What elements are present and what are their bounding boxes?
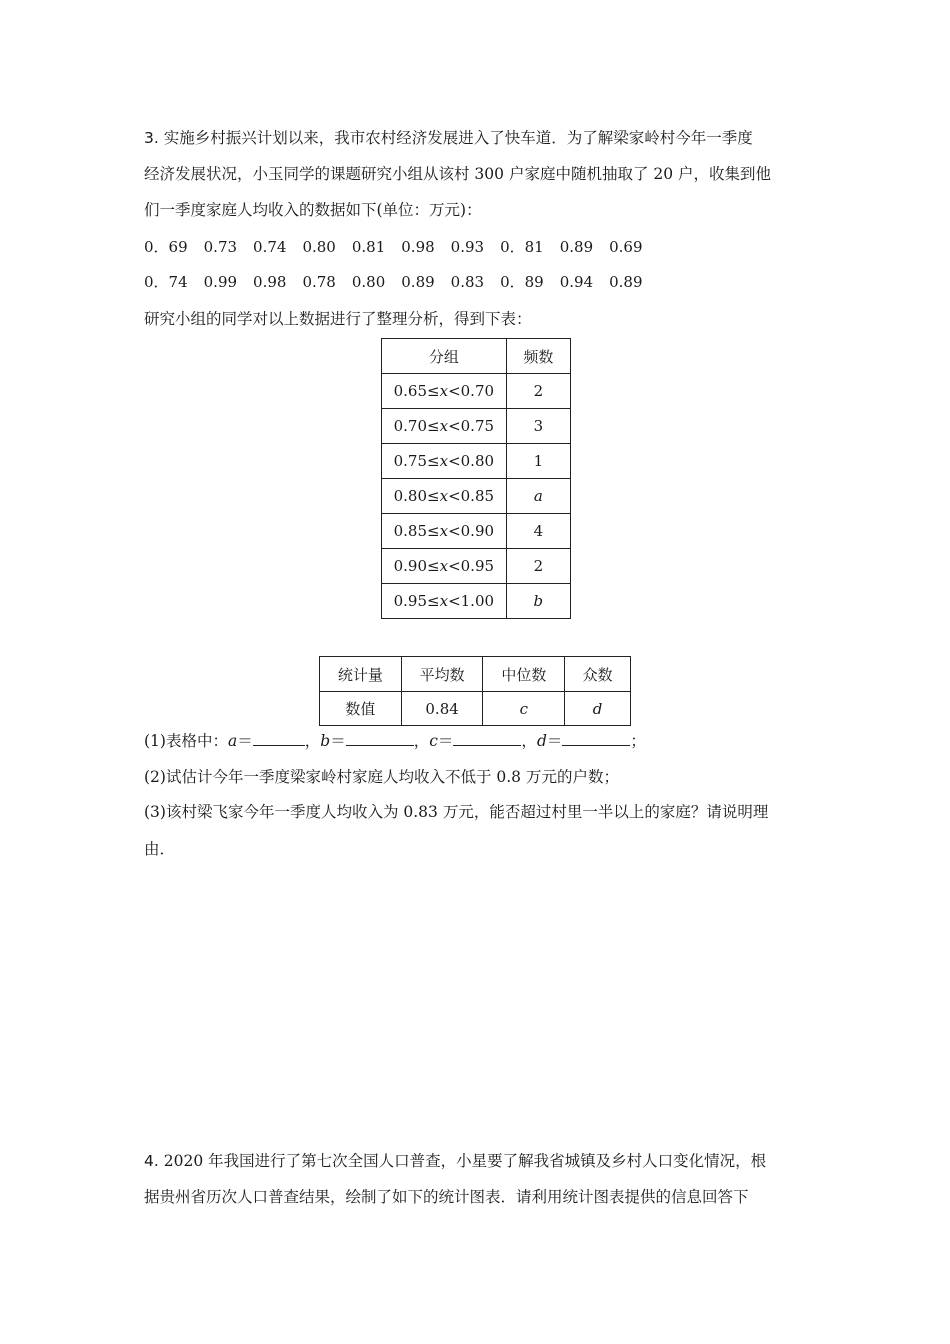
data-value: 0.69 (609, 238, 643, 256)
sub1-eq-d: ＝ (546, 732, 563, 750)
freq-group-cell: 0.90≤x<0.95 (382, 549, 507, 584)
blank-d[interactable] (562, 731, 630, 746)
stats-header-mode: 众数 (565, 657, 631, 692)
data-value: 0.98 (401, 238, 435, 256)
sub1-sep-1: ， (304, 732, 321, 750)
q3-data-row-2 (144, 271, 659, 293)
sub1-sep-3: ， (521, 732, 537, 750)
statistics-table (319, 656, 631, 726)
q4-line-1 (144, 1150, 766, 1172)
sub1-sep-2: ， (413, 732, 430, 750)
freq-header-group: 分组 (382, 339, 507, 374)
data-value: 0．74 (144, 273, 188, 291)
sub1-eq-c: ＝ (437, 732, 454, 750)
freq-count-cell: 2 (506, 549, 570, 584)
stats-value-mode: d (565, 692, 631, 726)
sub1-prefix: (1)表格中： (144, 732, 228, 750)
q3-data-row-1 (144, 236, 659, 258)
freq-group-cell: 0.85≤x<0.90 (382, 514, 507, 549)
q4-number: 4. (144, 1152, 159, 1170)
stats-table-values-row (320, 692, 631, 726)
q4-line-2: 据贵州省历次人口普查结果，绘制了如下的统计图表．请利用统计图表提供的信息回答下 (144, 1188, 749, 1206)
q4-line-1-text: 2020 年我国进行了第七次全国人口普查，小星要了解我省城镇及乡村人口变化情况，根 (163, 1152, 767, 1170)
data-value: 0.81 (351, 238, 386, 256)
data-value: 0.80 (351, 273, 386, 291)
data-value: 0.73 (203, 238, 238, 256)
freq-group-cell: 0.65≤x<0.70 (382, 374, 507, 409)
q3-number: 3. (144, 129, 159, 147)
frequency-table (381, 338, 571, 619)
stats-header-stat: 统计量 (320, 657, 402, 692)
data-value: 0.94 (559, 273, 594, 291)
data-value: 0．81 (500, 238, 544, 256)
q3-sub3-line1: (3)该村梁飞家今年一季度人均收入为 0.83 万元，能否超过村里一半以上的家庭？请说明理 (144, 803, 769, 821)
freq-count-cell: 2 (506, 374, 570, 409)
data-value: 0.80 (302, 238, 336, 256)
stats-table-header (320, 657, 631, 692)
freq-group-cell: 0.80≤x<0.85 (382, 479, 507, 514)
freq-header-count: 频数 (506, 339, 570, 374)
freq-group-cell: 0.95≤x<1.00 (382, 584, 507, 619)
data-value: 0．69 (144, 238, 188, 256)
frequency-table-row (382, 584, 571, 619)
freq-count-cell: b (506, 584, 570, 619)
sub1-var-b: b (320, 732, 331, 750)
q3-line-3: 们一季度家庭人均收入的数据如下(单位：万元)： (144, 201, 482, 219)
data-value: 0.74 (253, 238, 287, 256)
stats-header-median: 中位数 (483, 657, 565, 692)
data-value: 0.89 (559, 238, 594, 256)
freq-group-cell: 0.75≤x<0.80 (382, 444, 507, 479)
sub1-var-d: d (536, 732, 547, 750)
sub1-end: ； (630, 732, 646, 750)
q3-sub3-line2: 由． (144, 840, 176, 858)
data-value: 0.99 (203, 273, 238, 291)
freq-count-cell: 4 (506, 514, 570, 549)
frequency-table-row (382, 549, 571, 584)
blank-b[interactable] (346, 731, 414, 746)
stats-value-mean: 0.84 (401, 692, 483, 726)
frequency-table-row (382, 514, 571, 549)
q3-sub2: (2)试估计今年一季度梁家岭村家庭人均收入不低于 0.8 万元的户数； (144, 768, 619, 786)
stats-row-label: 数值 (320, 692, 402, 726)
freq-count-cell: a (506, 479, 570, 514)
data-value: 0.89 (401, 273, 435, 291)
data-value: 0.83 (450, 273, 485, 291)
frequency-table-row (382, 444, 571, 479)
q3-line-1-text: 实施乡村振兴计划以来，我市农村经济发展进入了快车道．为了解梁家岭村今年一季度 (163, 129, 753, 147)
data-value: 0．89 (500, 273, 544, 291)
freq-count-cell: 3 (506, 409, 570, 444)
stats-value-median: c (483, 692, 565, 726)
data-value: 0.78 (302, 273, 336, 291)
frequency-table-row (382, 374, 571, 409)
data-value: 0.93 (450, 238, 485, 256)
sub1-var-c: c (429, 732, 438, 750)
q3-sub1 (144, 730, 646, 752)
freq-count-cell: 1 (506, 444, 570, 479)
q3-line-1 (144, 127, 753, 149)
sub1-eq-a: ＝ (237, 732, 253, 750)
freq-group-cell: 0.70≤x<0.75 (382, 409, 507, 444)
frequency-table-header (382, 339, 571, 374)
frequency-table-row (382, 479, 571, 514)
stats-header-mean: 平均数 (401, 657, 483, 692)
frequency-table-row (382, 409, 571, 444)
sub1-eq-b: ＝ (330, 732, 346, 750)
data-value: 0.89 (609, 273, 643, 291)
q3-after-data: 研究小组的同学对以上数据进行了整理分析，得到下表： (144, 310, 532, 328)
data-value: 0.98 (253, 273, 287, 291)
sub1-var-a: a (227, 732, 238, 750)
blank-a[interactable] (253, 731, 305, 746)
blank-c[interactable] (453, 731, 521, 746)
q3-line-2: 经济发展状况，小玉同学的课题研究小组从该村 300 户家庭中随机抽取了 20 户，收集到他 (144, 165, 772, 183)
